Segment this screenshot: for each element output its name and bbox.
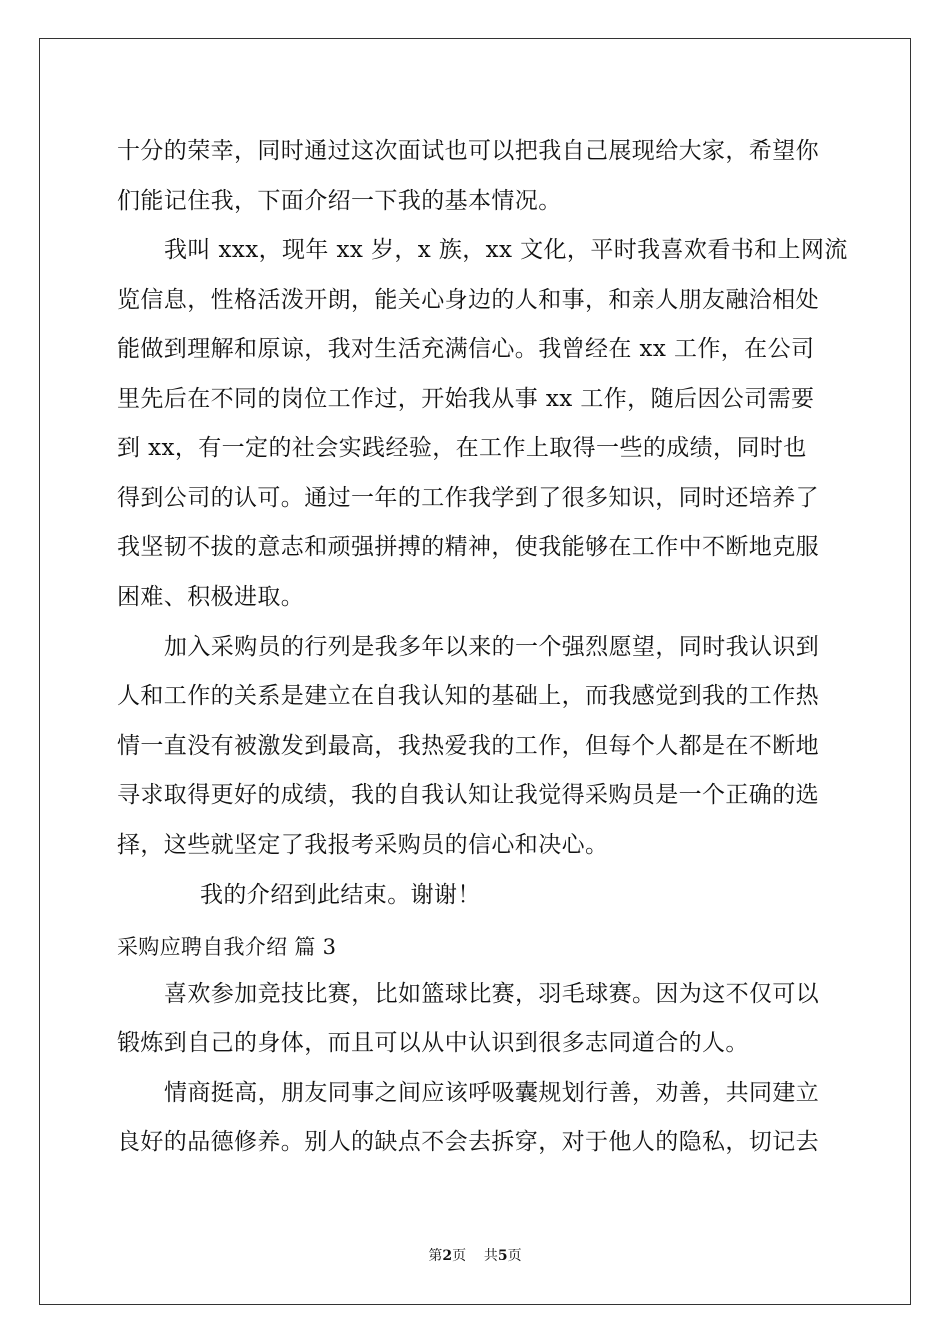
page-total: 5 [497, 1248, 508, 1264]
text-line: 得到公司的认可。通过一年的工作我学到了很多知识，同时还培养了 [117, 485, 819, 511]
text-line: 我坚韧不拔的意志和顽强拼搏的精神，使我能够在工作中不断地克服 [117, 534, 819, 560]
text-line: 加入采购员的行列是我多年以来的一个强烈愿望，同时我认识到 [164, 634, 820, 660]
text-line: 情商挺高，朋友同事之间应该呼吸囊规划行善，劝善，共同建立 [164, 1080, 820, 1106]
text-line: 到 xx，有一定的社会实践经验，在工作上取得一些的成绩，同时也 [117, 435, 807, 461]
text-line: 十分的荣幸，同时通过这次面试也可以把我自己展现给大家，希望你 [117, 138, 819, 164]
section-heading: 采购应聘自我介绍 篇 3 [117, 935, 337, 959]
page-footer [0, 1247, 950, 1265]
text-line: 困难、积极进取。 [117, 584, 305, 610]
page-border [39, 38, 911, 1305]
text-line: 择，这些就坚定了我报考采购员的信心和决心。 [117, 832, 609, 858]
page-mid: 页 共 [452, 1248, 498, 1264]
text-line: 人和工作的关系是建立在自我认知的基础上，而我感觉到我的工作热 [117, 683, 819, 709]
text-line: 情一直没有被激发到最高，我热爱我的工作，但每个人都是在不断地 [117, 733, 819, 759]
text-line: 里先后在不同的岗位工作过，开始我从事 xx 工作，随后因公司需要 [117, 386, 815, 412]
page-prefix: 第 [428, 1248, 443, 1264]
text-line: 我的介绍到此结束。谢谢！ [200, 882, 481, 908]
text-line: 我叫 xxx，现年 xx 岁，x 族，xx 文化，平时我喜欢看书和上网流 [164, 237, 848, 263]
page-current: 2 [442, 1248, 453, 1264]
page-suffix: 页 [507, 1248, 522, 1264]
text-line: 良好的品德修养。别人的缺点不会去拆穿，对于他人的隐私，切记去 [117, 1129, 819, 1155]
text-line: 喜欢参加竞技比赛，比如篮球比赛，羽毛球赛。因为这不仅可以 [164, 981, 820, 1007]
text-line: 览信息，性格活泼开朗，能关心身边的人和事，和亲人朋友融洽相处 [117, 287, 819, 313]
text-line: 寻求取得更好的成绩，我的自我认知让我觉得采购员是一个正确的选 [117, 782, 819, 808]
text-line: 们能记住我，下面介绍一下我的基本情况。 [117, 188, 562, 214]
text-line: 锻炼到自己的身体，而且可以从中认识到很多志同道合的人。 [117, 1030, 749, 1056]
text-line: 能做到理解和原谅，我对生活充满信心。我曾经在 xx 工作，在公司 [117, 336, 815, 362]
